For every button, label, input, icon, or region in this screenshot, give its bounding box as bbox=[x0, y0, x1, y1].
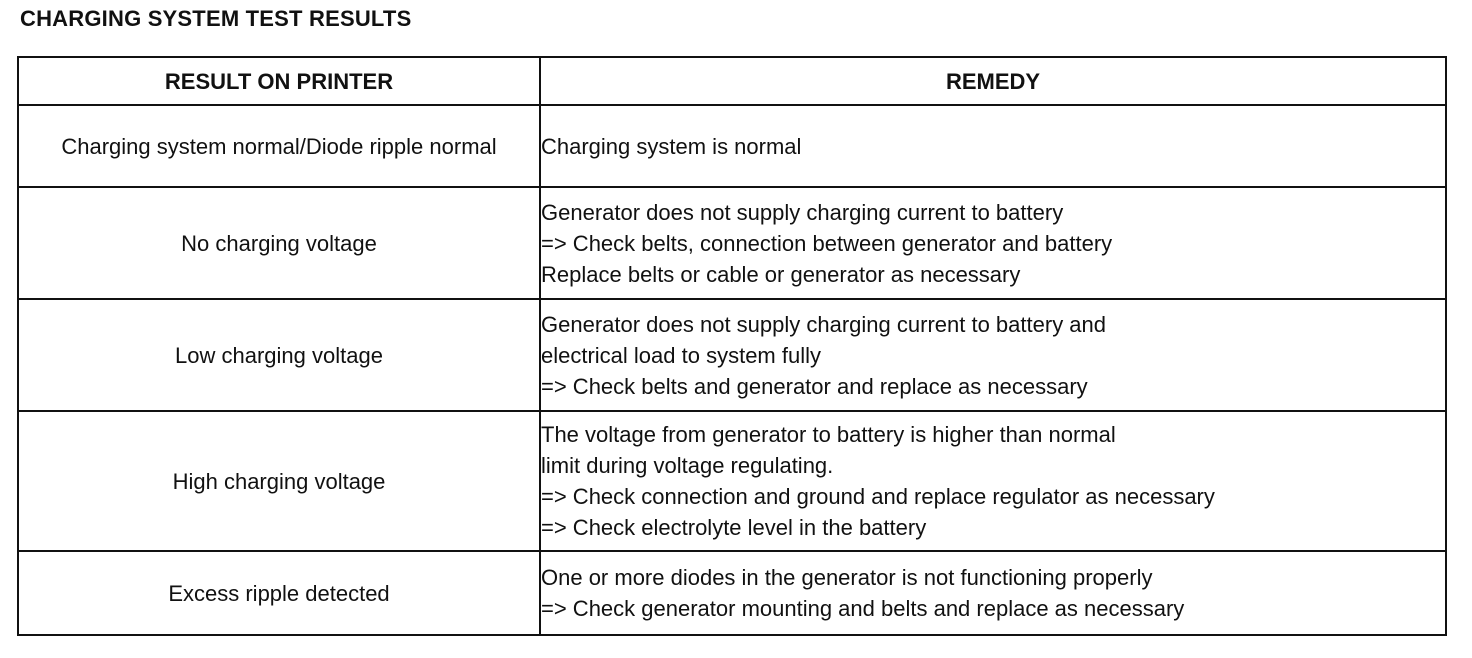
result-cell: Excess ripple detected bbox=[18, 551, 540, 635]
table-row bbox=[18, 299, 1446, 411]
remedy-cell bbox=[540, 299, 1446, 411]
page-title: CHARGING SYSTEM TEST RESULTS bbox=[20, 6, 412, 31]
remedy-line: Generator does not supply charging current to battery and bbox=[541, 311, 1107, 337]
results-table bbox=[17, 56, 1447, 636]
remedy-cell bbox=[540, 187, 1446, 299]
result-cell: Low charging voltage bbox=[18, 299, 540, 411]
result-cell: High charging voltage bbox=[18, 411, 540, 551]
remedy-line: => Check electrolyte level in the battery bbox=[541, 515, 927, 540]
remedy-line: Charging system is normal bbox=[541, 133, 802, 159]
remedy-line: limit during voltage regulating. bbox=[541, 453, 834, 478]
remedy-line: Replace belts or cable or generator as necessary bbox=[541, 261, 1021, 287]
result-cell: Charging system normal/Diode ripple normal bbox=[18, 105, 540, 187]
remedy-line: One or more diodes in the generator is not functioning properly bbox=[541, 565, 1153, 590]
table-row bbox=[18, 411, 1446, 551]
remedy-line: => Check belts, connection between generator and battery bbox=[541, 230, 1113, 256]
header-result-on-printer: RESULT ON PRINTER bbox=[18, 57, 540, 105]
remedy-line: electrical load to system fully bbox=[541, 342, 821, 368]
result-cell: No charging voltage bbox=[18, 187, 540, 299]
table-header-row bbox=[18, 57, 1446, 105]
remedy-line: The voltage from generator to battery is higher than normal bbox=[541, 422, 1116, 447]
header-remedy: REMEDY bbox=[540, 57, 1446, 105]
remedy-line: => Check connection and ground and replace regulator as necessary bbox=[541, 484, 1215, 509]
table-row bbox=[18, 105, 1446, 187]
remedy-line: => Check generator mounting and belts and replace as necessary bbox=[541, 596, 1185, 621]
remedy-cell bbox=[540, 411, 1446, 551]
remedy-line: Generator does not supply charging current to battery bbox=[541, 199, 1064, 225]
table-row bbox=[18, 551, 1446, 635]
remedy-cell bbox=[540, 551, 1446, 635]
remedy-cell bbox=[540, 105, 1446, 187]
remedy-line: => Check belts and generator and replace as necessary bbox=[541, 373, 1088, 399]
table-row bbox=[18, 187, 1446, 299]
